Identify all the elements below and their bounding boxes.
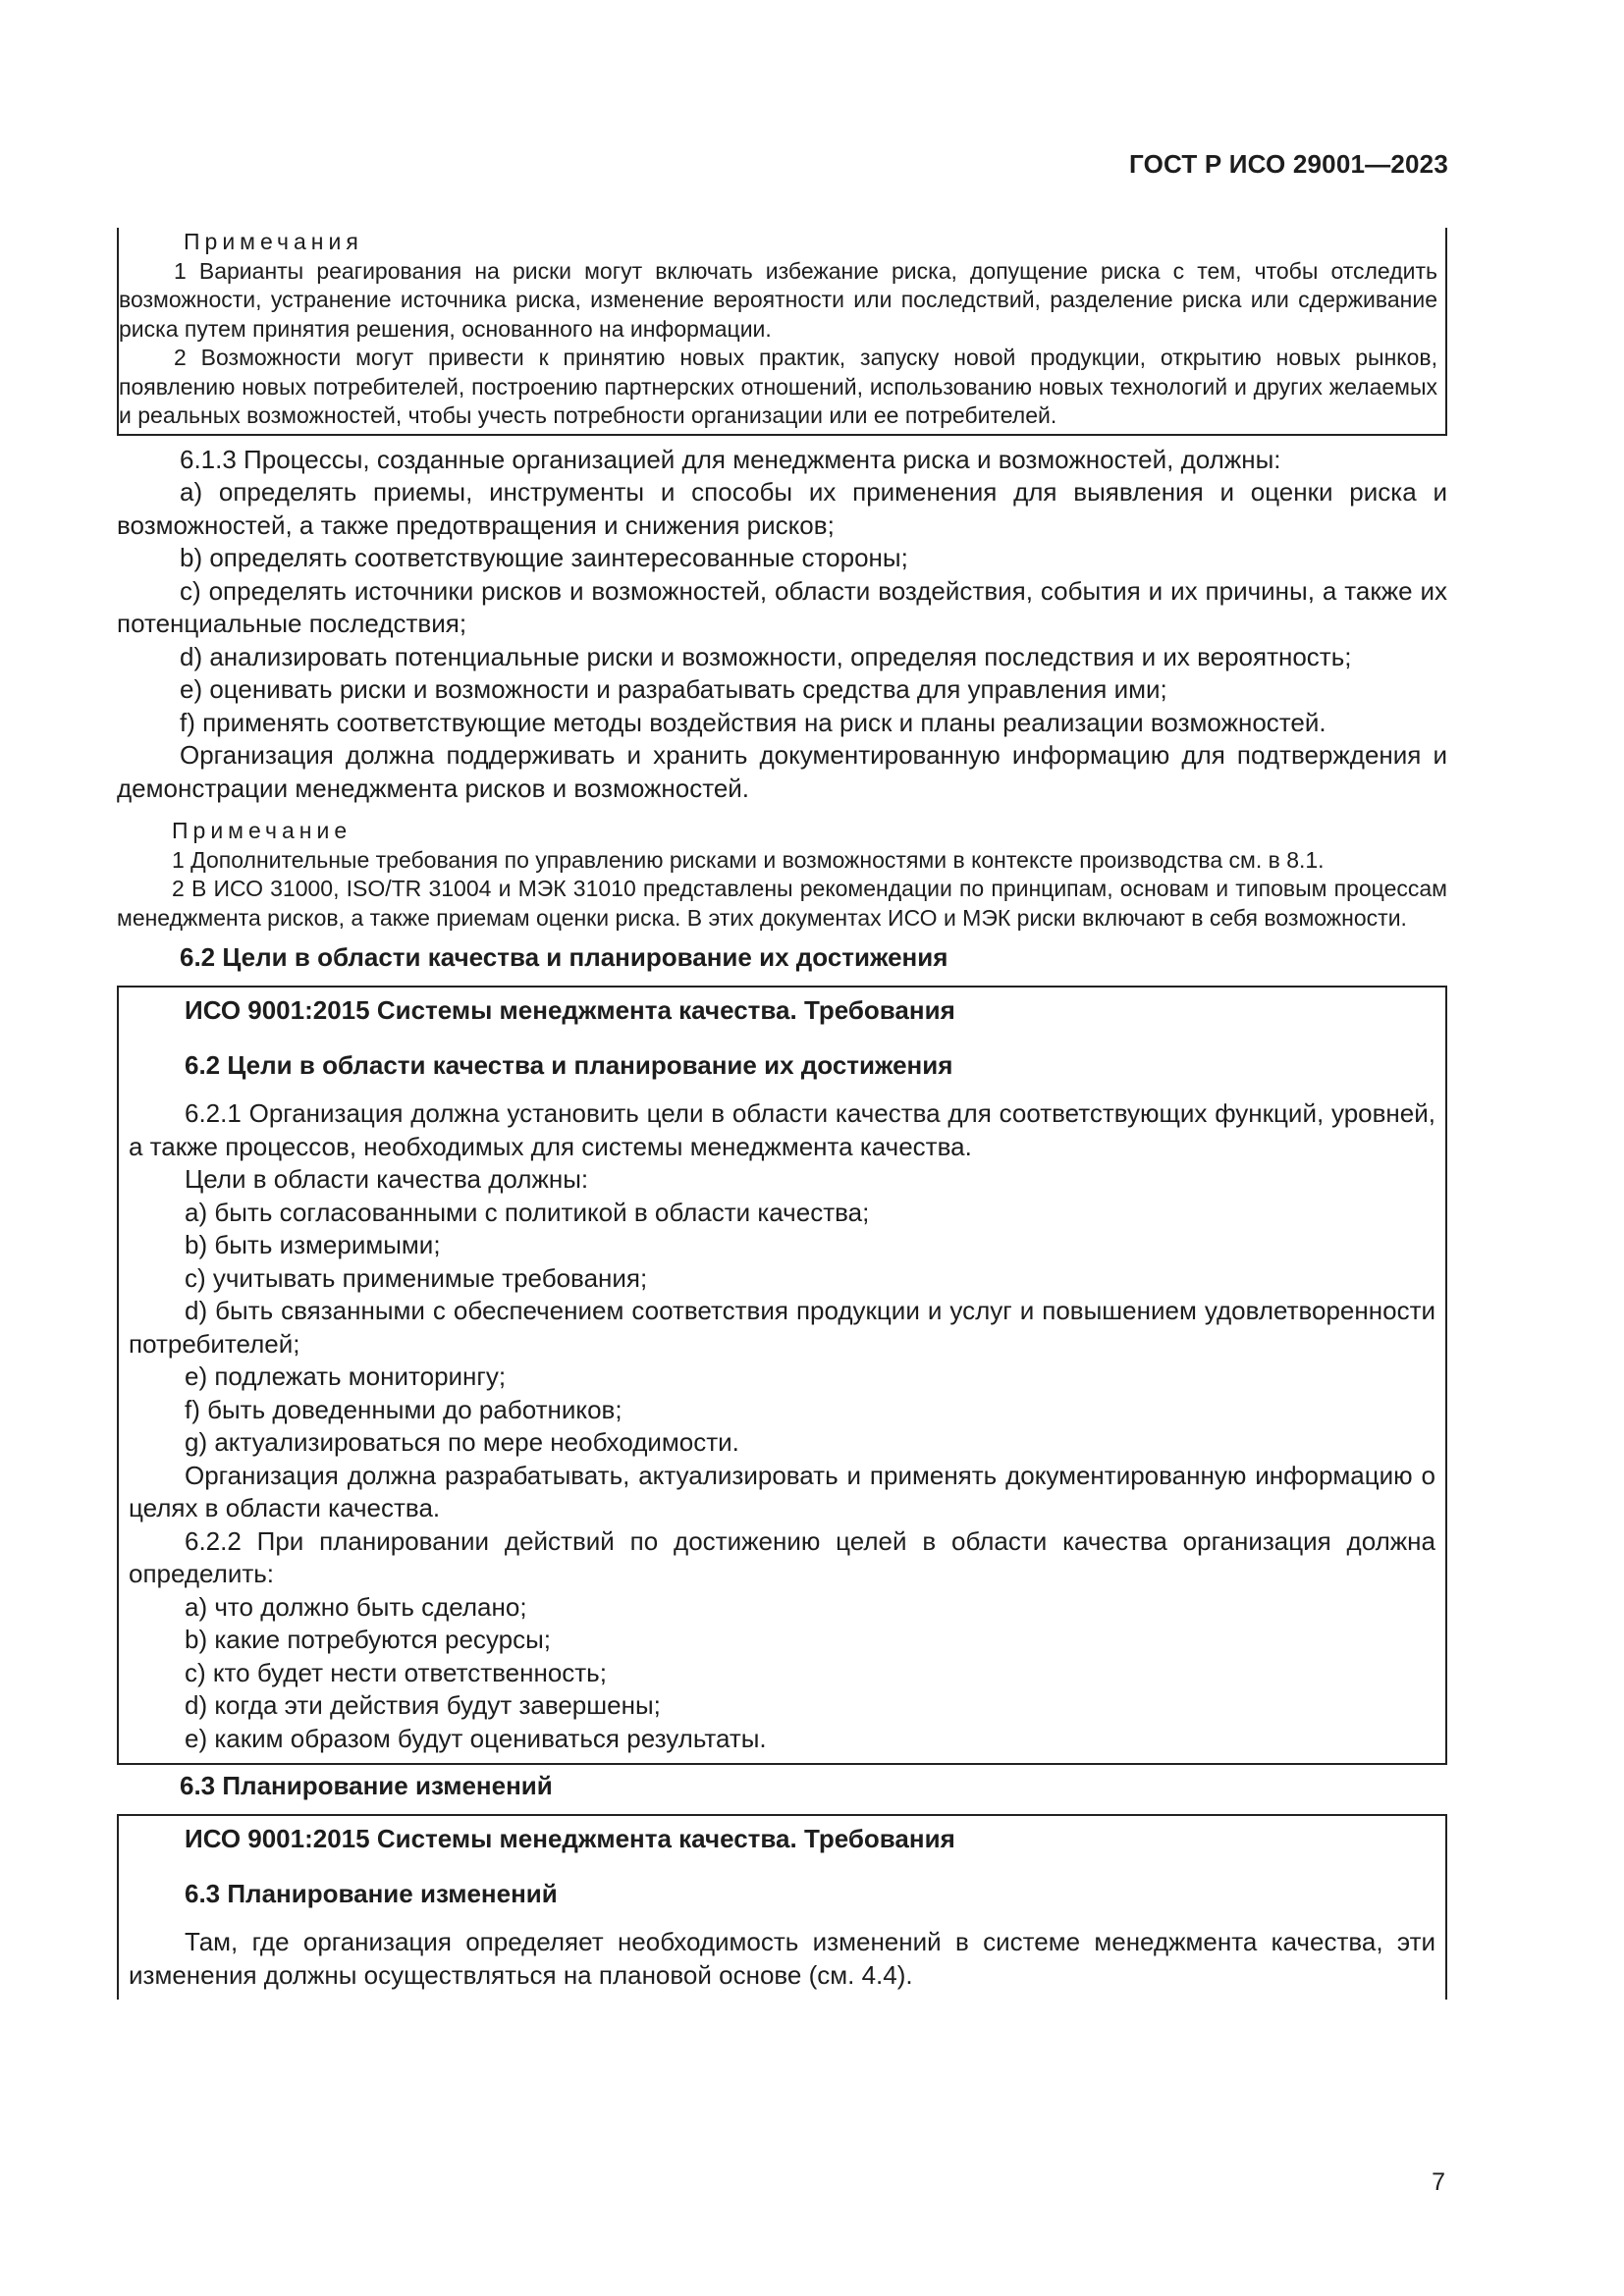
s613-item-e: e) оценивать риски и возможности и разрабатывать средства для управления ими;: [180, 674, 1167, 704]
plan-item-e: e) каким образом будут оцениваться результаты.: [185, 1723, 767, 1753]
iso-box-title: ИСО 9001:2015 Системы менеджмента качества. Требования: [185, 995, 955, 1025]
notes-box-border: [117, 228, 1447, 436]
plan-item-d: d) когда эти действия будут завершены;: [185, 1690, 661, 1720]
page-number: 7: [1432, 2168, 1445, 2196]
iso-box-subheading-6-3: 6.3 Планирование изменений: [185, 1879, 558, 1908]
plan-item-b: b) какие потребуются ресурсы;: [185, 1625, 552, 1654]
note-mid-2: 2 В ИСО 31000, ISO/TR 31004 и МЭК 31010 представлены рекомендации по принципам, основам и типовым процессам менеджмента рисков, а также приемам оценки риска. В этих документах ИСО и МЭК риски включают в себя возможности.: [117, 876, 1447, 931]
s613-item-f: f) применять соответствующие методы воздействия на риск и планы реализации возможностей.: [180, 707, 1326, 737]
document-code-header: ГОСТ Р ИСО 29001—2023: [1128, 149, 1448, 179]
plan-item-c: c) кто будет нести ответственность;: [185, 1657, 607, 1687]
s613-item-b: b) определять соответствующие заинтересованные стороны;: [180, 543, 908, 572]
s613-item-c: c) определять источники рисков и возможностей, области воздействия, события и их причины, а также их потенциальные последствия;: [117, 575, 1447, 638]
goal-a: a) быть согласованными с политикой в области качества;: [185, 1197, 870, 1227]
doc-info-paragraph: Организация должна разрабатывать, актуализировать и применять документированную информацию о целях в области качества.: [129, 1460, 1435, 1522]
goals-intro: Цели в области качества должны:: [185, 1164, 589, 1194]
goal-c: c) учитывать применимые требования;: [185, 1262, 648, 1293]
iso-box-title-6-3: ИСО 9001:2015 Системы менеджмента качества. Требования: [185, 1824, 955, 1853]
iso-box-subheading: 6.2 Цели в области качества и планирование их достижения: [185, 1050, 953, 1080]
goal-e: e) подлежать мониторингу;: [185, 1362, 507, 1391]
notes-label: Примечания: [184, 229, 363, 254]
note-mid-1: 1 Дополнительные требования по управлению рисками и возможностями в контексте производства см. в 8.1.: [172, 846, 1325, 873]
goal-b: b) быть измеримыми;: [185, 1230, 441, 1259]
notes-box-top: [117, 228, 1447, 2000]
goal-d: d) быть связанными с обеспечением соответствия продукции и услуг и повышением удовлетворенности потребителей;: [129, 1296, 1435, 1359]
clause-6-2-2: 6.2.2 При планировании действий по достижению целей в области качества организация должна определить:: [129, 1525, 1435, 1588]
note-2: 2 Возможности могут привести к принятию новых практик, запуску новой продукции, открытию новых рынков, появлению новых потребителей, построению партнерских отношений, использованию новых технологий и других желаемых и реальных возможностей, чтобы учесть потребности организации или ее потребителей.: [119, 345, 1437, 428]
section-6-3-heading: 6.3 Планирование изменений: [180, 1771, 553, 1800]
s613-intro: 6.1.3 Процессы, созданные организацией для менеджмента риска и возможностей, должны:: [180, 444, 1281, 474]
iso9001-quote-box-6-3: [117, 1814, 1447, 2000]
s613-item-a: a) определять приемы, инструменты и способы их применения для выявления и оценки риска и возможностей, а также предотвращения и снижения рисков;: [117, 477, 1447, 540]
note-label-mid: Примечание: [172, 818, 352, 843]
goal-f: f) быть доведенными до работников;: [185, 1394, 623, 1424]
goal-g: g) актуализироваться по мере необходимости.: [185, 1427, 739, 1457]
section-6-2-heading: 6.2 Цели в области качества и планирование их достижения: [180, 942, 948, 972]
clause-6-3-text: Там, где организация определяет необходимость изменений в системе менеджмента качества, эти изменения должны осуществляться на плановой основе (см. 4.4).: [129, 1927, 1435, 1990]
note-1: 1 Варианты реагирования на риски могут включать избежание риска, допущение риска с тем, чтобы отследить возможности, устранение источника риска, изменение вероятности или последствий, разделение риска или сдерживание риска путем принятия решения, основанного на информации.: [119, 257, 1437, 342]
iso9001-quote-box-6-2: [117, 986, 1447, 1765]
s613-item-d: d) анализировать потенциальные риски и возможности, определяя последствия и их вероятность;: [180, 641, 1352, 671]
s613-closing: Организация должна поддерживать и хранить документированную информацию для подтверждения и демонстрации менеджмента рисков и возможностей.: [117, 740, 1447, 803]
clause-6-2-1: 6.2.1 Организация должна установить цели в области качества для соответствующих функций, уровней, а также процессов, необходимых для системы менеджмента качества.: [129, 1098, 1435, 1161]
plan-item-a: a) что должно быть сделано;: [185, 1591, 527, 1622]
